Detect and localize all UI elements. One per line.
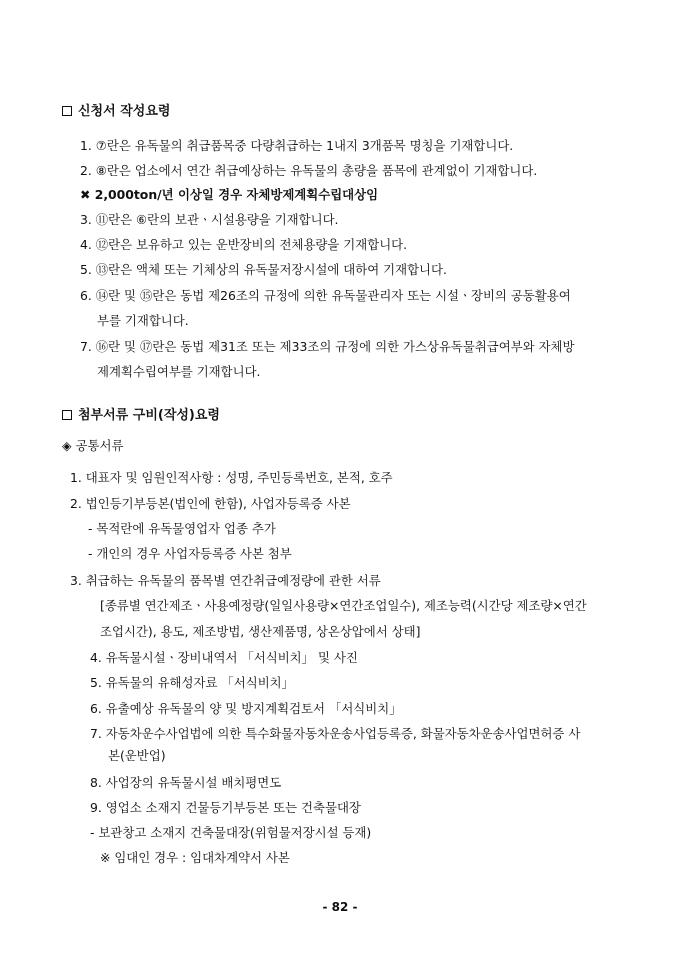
instruction-item-continued: 부를 기재합니다.: [97, 313, 189, 328]
doc-detail: [종류별 연간제조ㆍ사용예정량(일일사용량×연간조업일수), 제조능력(시간당 제조량×연간: [100, 598, 587, 613]
doc-item: 8. 사업장의 유독물시설 배치평면도: [90, 775, 282, 790]
doc-item: 4. 유독물시설ㆍ장비내역서 「서식비치」 및 사진: [90, 650, 358, 665]
doc-item: 2. 법인등기부등본(법인에 한함), 사업자등록증 사본: [70, 496, 351, 511]
instruction-item: 2. ⑧란은 업소에서 연간 취급예상하는 유독물의 총량을 품목에 관계없이 기재합니다.: [80, 163, 538, 178]
note-bold: ✖ 2,000ton/년 이상일 경우 자체방제계획수립대상임: [80, 187, 379, 202]
doc-item: 9. 영업소 소재지 건물등기부등본 또는 건축물대장: [90, 800, 361, 815]
doc-item-continued: 본(운반업): [108, 748, 166, 763]
instruction-item: 6. ⑭란 및 ⑮란은 동법 제26조의 규정에 의한 유독물관리자 또는 시설ㆍ장비의 공동활용여: [80, 288, 571, 303]
instruction-item: 7. ⑯란 및 ⑰란은 동법 제31조 또는 제33조의 규정에 의한 가스상유독물취급여부와 자체방: [80, 339, 575, 354]
subsection-common-docs: ◈ 공통서류: [62, 438, 124, 453]
instruction-item: 5. ⑬란은 액체 또는 기체상의 유독물저장시설에 대하여 기재합니다.: [80, 262, 447, 277]
instruction-item: 4. ⑫란은 보유하고 있는 운반장비의 전체용량을 기재합니다.: [80, 237, 408, 252]
section-title-application: 신청서 작성요령: [62, 104, 170, 120]
doc-item: 5. 유독물의 유해성자료 「서식비치」: [90, 675, 295, 690]
doc-item: 6. 유출예상 유독물의 양 및 방지계획검토서 「서식비치」: [90, 701, 402, 716]
checkbox-square-icon: [62, 410, 72, 420]
diamond-bullet-icon: ◈: [62, 438, 72, 453]
doc-subitem: - 보관창고 소재지 건축물대장(위험물저장시설 등재): [90, 825, 372, 840]
instruction-item-continued: 제계획수립여부를 기재합니다.: [97, 364, 261, 379]
page-number: - 82 -: [322, 900, 358, 914]
doc-item: 3. 취급하는 유독물의 품목별 연간취급예정량에 관한 서류: [70, 573, 381, 588]
doc-item: 1. 대표자 및 임원인적사항 : 성명, 주민등록번호, 본적, 호주: [70, 470, 393, 485]
doc-detail: 조업시간), 용도, 제조방법, 생산제품명, 상온상압에서 상태]: [100, 624, 421, 639]
instruction-item: 3. ⑪란은 ⑥란의 보관ㆍ시설용량을 기재합니다.: [80, 212, 339, 227]
doc-item: 7. 자동차운수사업법에 의한 특수화물자동차운송사업등록증, 화물자동차운송사업면허증 사: [90, 726, 581, 741]
section-title-attachments: 첨부서류 구비(작성)요령: [62, 408, 220, 424]
checkbox-square-icon: [62, 106, 72, 116]
doc-note: ※ 임대인 경우 : 임대차계약서 사본: [100, 850, 290, 865]
instruction-item: 1. ⑦란은 유독물의 취급품목중 다량취급하는 1내지 3개품목 명칭을 기재합니다.: [80, 138, 514, 153]
doc-subitem: - 목적란에 유독물영업자 업종 추가: [88, 521, 276, 536]
doc-subitem: - 개인의 경우 사업자등록증 사본 첨부: [88, 546, 292, 561]
